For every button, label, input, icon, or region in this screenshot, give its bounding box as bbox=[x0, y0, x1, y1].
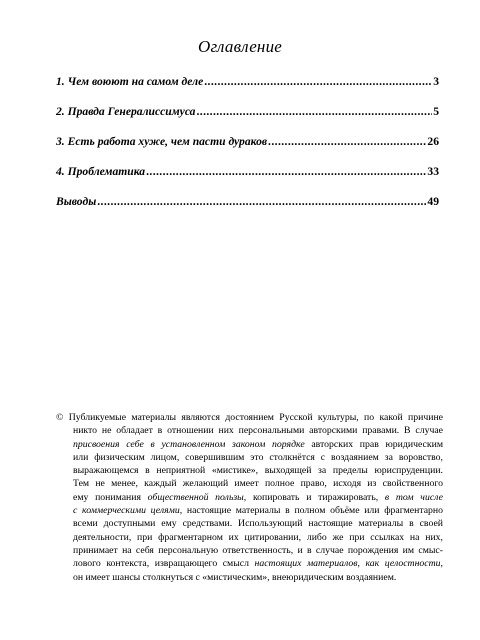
toc-page-number: 49 bbox=[427, 195, 439, 208]
notice-text: принимает на себя персональную ответственность, и в случае порождения им смыс- bbox=[73, 544, 443, 556]
notice-line bbox=[73, 451, 443, 464]
toc-dot-leader bbox=[204, 74, 432, 89]
notice-text: выражающемся в неприятной «мистике», выходящей за пределы юриспруденции. bbox=[73, 465, 443, 477]
notice-emphasis: в том числе bbox=[384, 491, 443, 503]
notice-text: Тем не менее, каждый желающий имеет полное право, исходя из свойственного bbox=[73, 478, 443, 490]
toc-entry-label: 1. Чем воюют на самом деле bbox=[56, 75, 204, 88]
toc-page-number: 3 bbox=[433, 75, 439, 88]
toc-page-number: 5 bbox=[433, 105, 439, 118]
copyright-notice bbox=[56, 411, 443, 584]
toc-entry-label: 2. Правда Генералиссимуса bbox=[56, 105, 196, 118]
notice-text: , копировать и тиражировать, bbox=[243, 491, 385, 503]
notice-emphasis: присвоения себе в установленном законом порядке bbox=[73, 438, 305, 450]
notice-line bbox=[73, 424, 443, 437]
toc-entry[interactable] bbox=[56, 74, 439, 89]
table-of-contents bbox=[56, 74, 439, 224]
toc-dot-leader bbox=[146, 164, 426, 179]
toc-dot-leader bbox=[97, 194, 426, 209]
notice-text: , bbox=[440, 558, 443, 570]
notice-line bbox=[73, 438, 443, 451]
toc-entry[interactable] bbox=[56, 104, 439, 119]
notice-text: лового контекста, извращающего смысл bbox=[73, 558, 255, 570]
notice-line bbox=[73, 557, 443, 570]
toc-entry[interactable] bbox=[56, 134, 439, 149]
notice-text: ему понимания bbox=[73, 491, 148, 503]
notice-text: авторских прав юридическим bbox=[304, 438, 443, 450]
notice-line bbox=[56, 411, 443, 424]
notice-line bbox=[73, 491, 443, 504]
toc-entry-label: 4. Проблематика bbox=[56, 165, 146, 178]
notice-text: никто не обладает в отношении них персональными авторскими правами. В случае bbox=[73, 425, 443, 437]
toc-dot-leader bbox=[196, 104, 432, 119]
notice-text: , настоящие материалы в полном объёме или фрагментарно bbox=[179, 505, 443, 517]
toc-entry-label: 3. Есть работа хуже, чем пасти дураков bbox=[56, 135, 268, 148]
toc-title: Оглавление bbox=[197, 37, 283, 56]
toc-dot-leader bbox=[268, 134, 426, 149]
notice-line bbox=[73, 504, 443, 517]
toc-entry[interactable] bbox=[56, 194, 439, 209]
notice-text: © Публикуемые материалы являются достоянием Русской культуры, по какой причине bbox=[56, 412, 443, 423]
toc-entry[interactable] bbox=[56, 164, 439, 179]
notice-emphasis: настоящих материалов, как целостности bbox=[254, 558, 441, 570]
notice-line bbox=[73, 571, 443, 584]
notice-line bbox=[73, 517, 443, 530]
toc-entry-label: Выводы bbox=[56, 195, 97, 208]
notice-line bbox=[73, 477, 443, 490]
toc-page-number: 26 bbox=[427, 135, 439, 148]
notice-line bbox=[73, 464, 443, 477]
toc-page-number: 33 bbox=[427, 165, 439, 178]
notice-text: деятельности, при фрагментарном их цитировании, либо же при ссылках на них, bbox=[73, 531, 443, 543]
notice-line bbox=[73, 544, 443, 557]
notice-emphasis: с коммерческими целями bbox=[73, 505, 180, 517]
notice-text: или физическим лицом, совершившим это столкнётся с воздаянием за воровство, bbox=[73, 451, 443, 463]
notice-text: всеми доступными ему средствами. Использующий настоящие материалы в своей bbox=[73, 518, 443, 530]
notice-emphasis: общественной пользы bbox=[147, 491, 244, 503]
notice-text: он имеет шансы столкнуться с «мистическим», внеюридическим воздаянием. bbox=[73, 571, 397, 583]
notice-line bbox=[73, 531, 443, 544]
